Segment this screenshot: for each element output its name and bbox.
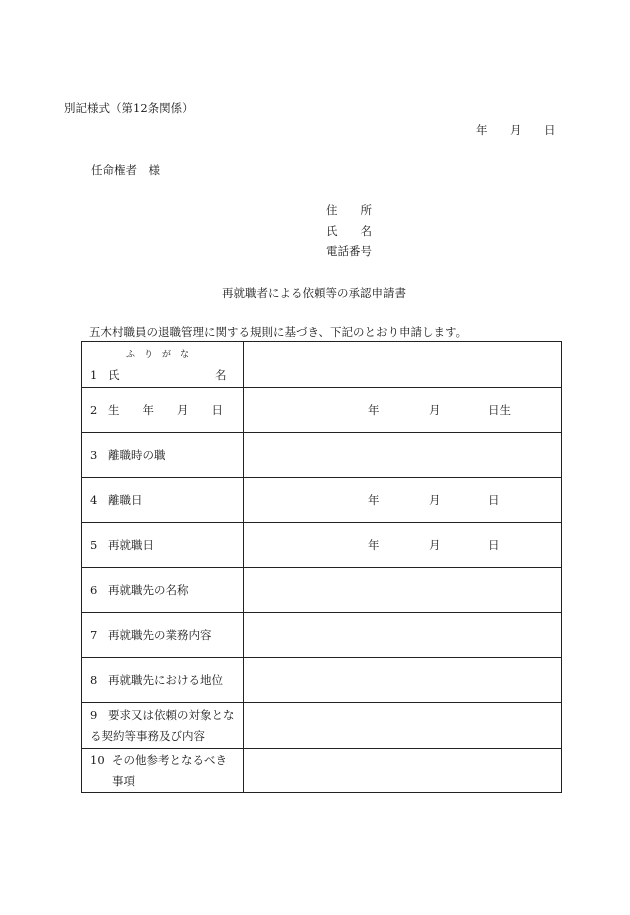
row-number: 7 (90, 628, 98, 642)
row-label-reemployment-date (82, 523, 244, 568)
document-title: 再就職者による依頼等の承認申請書 (222, 286, 406, 300)
table-row (82, 478, 562, 523)
name-value-cell[interactable] (244, 342, 562, 388)
row-label-text: 離職時の職 (108, 448, 166, 462)
name-char-2: 名 (215, 368, 227, 382)
address-label: 住 所 (326, 203, 372, 217)
birth-year-unit: 年 (368, 403, 380, 417)
row-label-line2: る契約等事務及び内容 (90, 729, 205, 743)
row-number: 10 (90, 753, 105, 767)
row-number: 3 (90, 448, 98, 462)
month-unit: 月 (429, 493, 441, 507)
row-number: 9 (90, 708, 98, 722)
row-label-text: 離職日 (108, 493, 143, 507)
row-number: 8 (90, 673, 98, 687)
day-unit: 日 (488, 538, 500, 552)
month-unit: 月 (429, 538, 441, 552)
birthdate-value-cell[interactable] (244, 388, 562, 433)
employer-position-value-cell[interactable] (244, 658, 562, 703)
other-reference-value-cell[interactable] (244, 749, 562, 793)
year-unit: 年 (368, 538, 380, 552)
table-row (82, 658, 562, 703)
row-label-line1: 要求又は依頼の対象とな (108, 708, 235, 722)
application-form-table (81, 341, 562, 793)
separation-date-value-cell[interactable] (244, 478, 562, 523)
employer-name-value-cell[interactable] (244, 568, 562, 613)
row-number: 1 (90, 368, 98, 382)
table-row (82, 342, 562, 388)
phone-label: 電話番号 (326, 244, 372, 258)
table-row (82, 703, 562, 749)
day-unit: 日 (488, 493, 500, 507)
table-row (82, 523, 562, 568)
date-year: 年 (476, 123, 488, 137)
row-label-text: 生 年 月 日 (108, 403, 223, 417)
row-label-employer-position (82, 658, 244, 703)
row-label-line2: 事項 (112, 774, 135, 788)
furigana-label: ふ り が な (126, 350, 190, 360)
form-reference: 別記様式（第12条関係） (64, 101, 194, 115)
table-row (82, 433, 562, 478)
row-label-text: 再就職先の業務内容 (108, 628, 212, 642)
row-number: 2 (90, 403, 98, 417)
row-label-separation-date (82, 478, 244, 523)
row-label-text: 再就職日 (108, 538, 154, 552)
table-row (82, 388, 562, 433)
row-label-request-subject (82, 703, 244, 749)
table-row (82, 749, 562, 793)
addressee: 任命権者 様 (91, 163, 160, 177)
row-label-other-reference (82, 749, 244, 793)
date-month: 月 (510, 123, 522, 137)
row-label-employer-business (82, 613, 244, 658)
table-row (82, 613, 562, 658)
row-number: 5 (90, 538, 98, 552)
request-subject-value-cell[interactable] (244, 703, 562, 749)
position-value-cell[interactable] (244, 433, 562, 478)
row-label-line1: その他参考となるべき (112, 753, 227, 767)
employer-business-value-cell[interactable] (244, 613, 562, 658)
date-day: 日 (544, 123, 556, 137)
row-number: 4 (90, 493, 98, 507)
table-row (82, 568, 562, 613)
birth-month-unit: 月 (429, 403, 441, 417)
row-label-text: 再就職先における地位 (108, 673, 223, 687)
intro-text: 五木村職員の退職管理に関する規則に基づき、下記のとおり申請します。 (89, 325, 468, 339)
reemployment-date-value-cell[interactable] (244, 523, 562, 568)
year-unit: 年 (368, 493, 380, 507)
row-label-birthdate (82, 388, 244, 433)
row-label-employer-name (82, 568, 244, 613)
row-label-position (82, 433, 244, 478)
birth-day-unit: 日生 (488, 403, 511, 417)
name-char-1: 氏 (108, 368, 120, 382)
name-label: 氏 名 (326, 224, 372, 238)
row-number: 6 (90, 583, 98, 597)
row-label-text: 再就職先の名称 (108, 583, 189, 597)
row-label-name (82, 342, 244, 388)
